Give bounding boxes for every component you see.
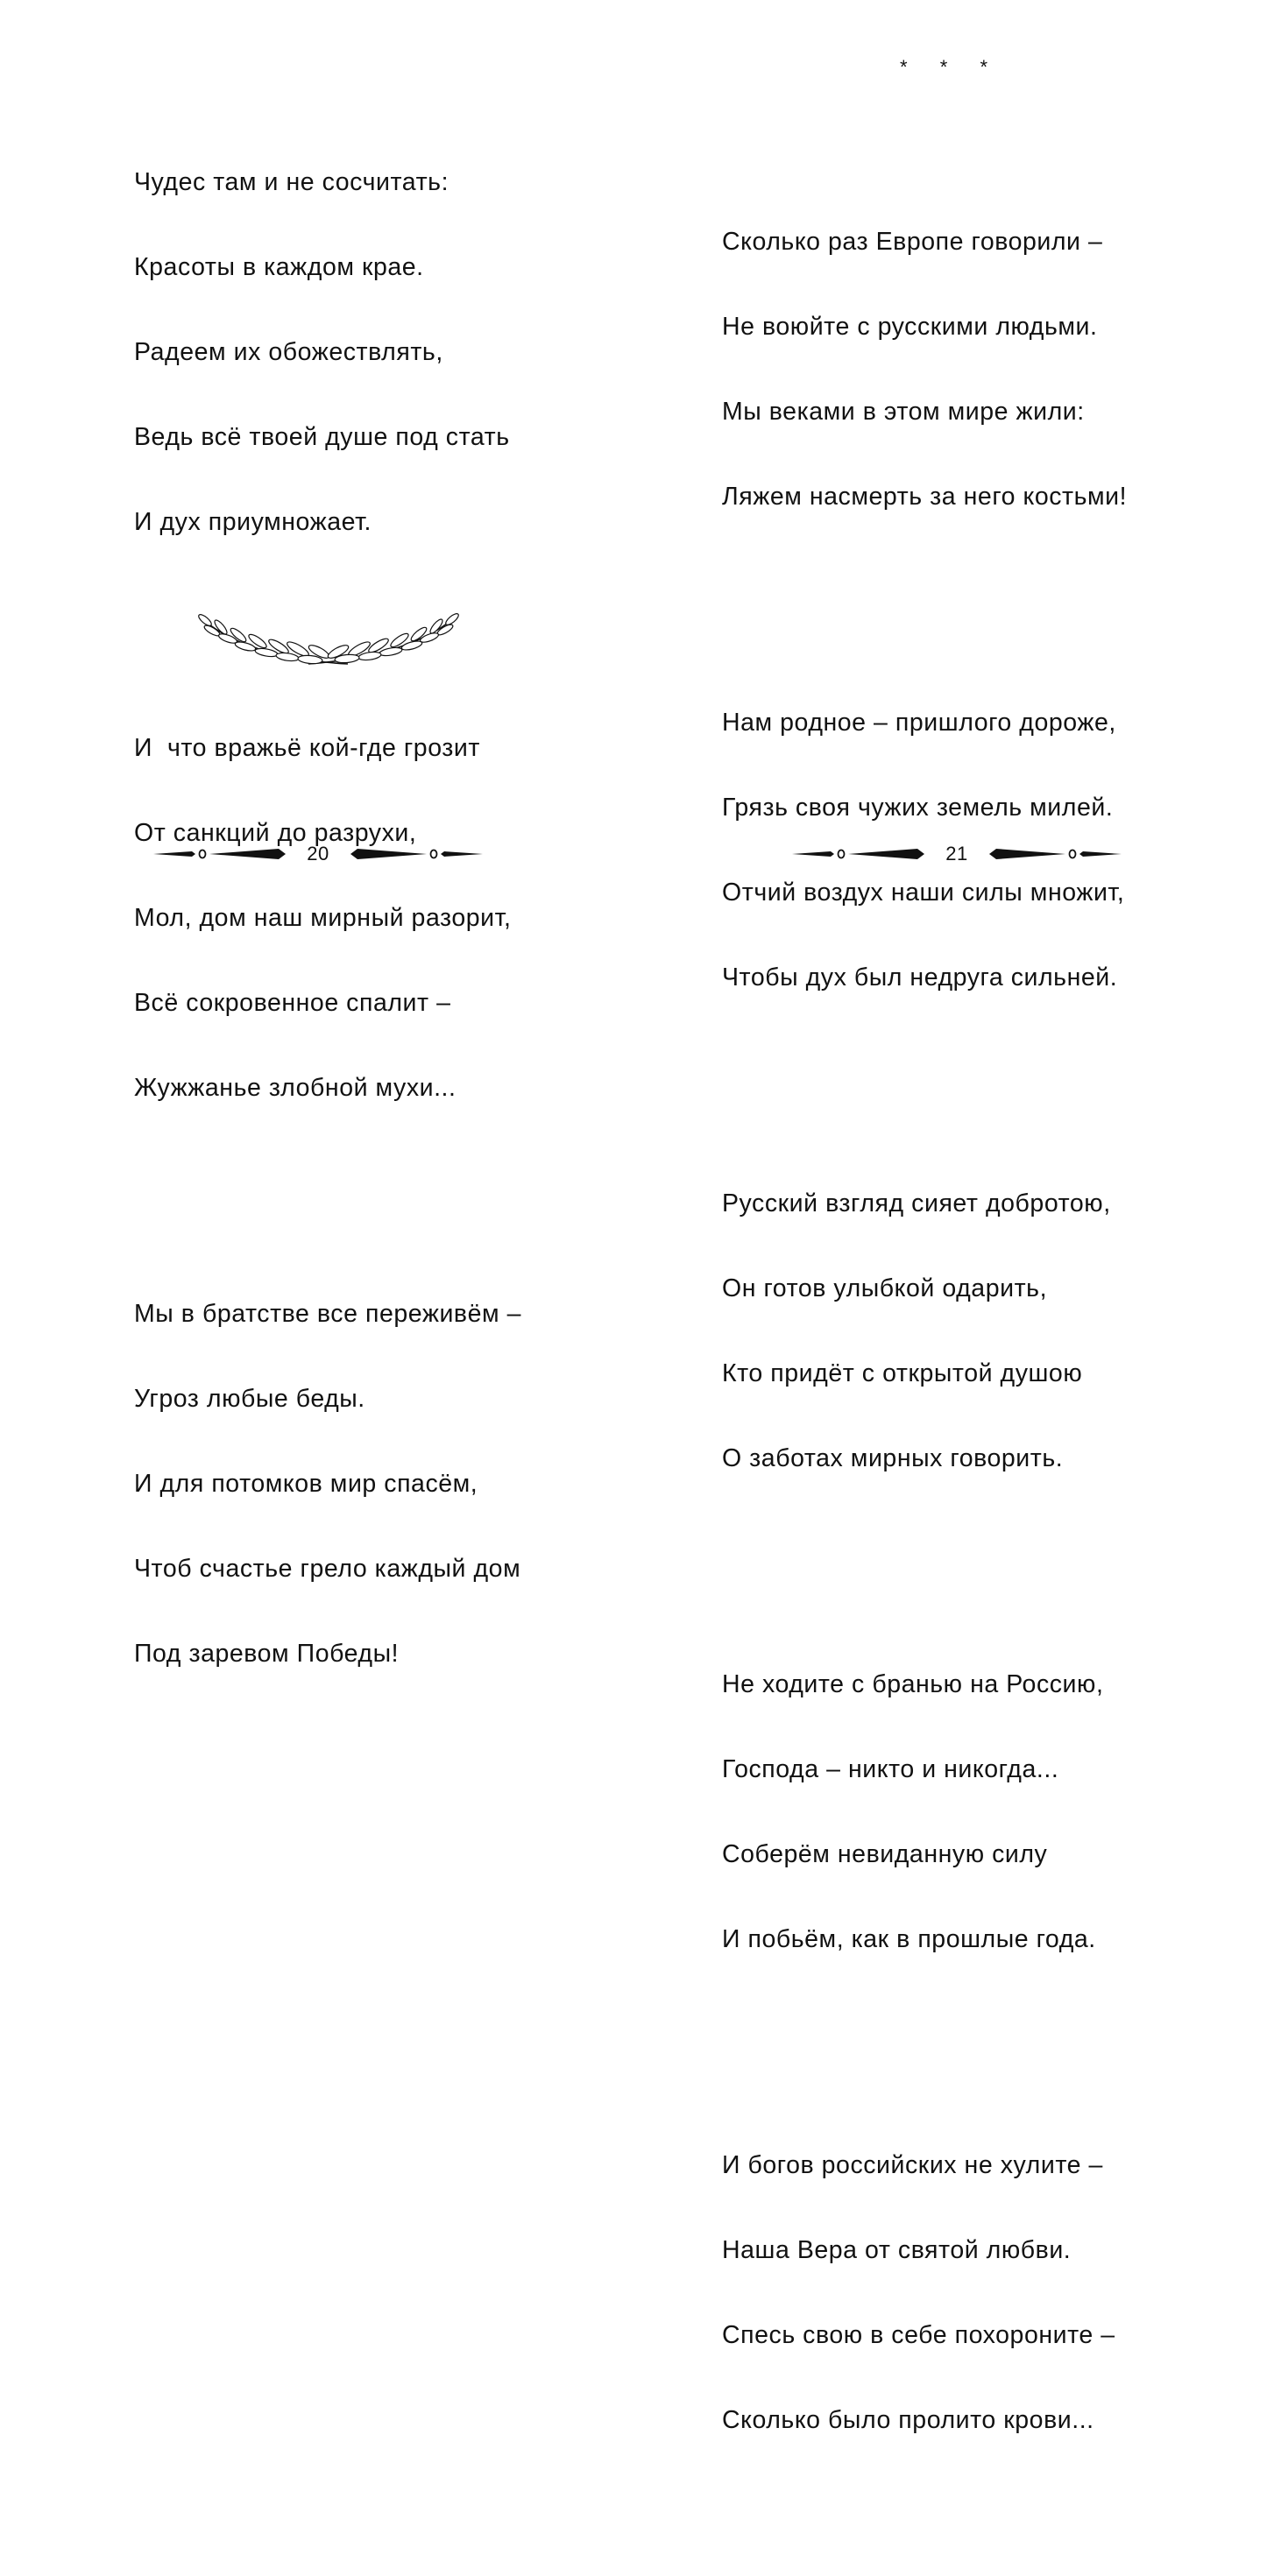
stanza [722, 172, 1127, 568]
poem-line: Под заревом Победы! [134, 1639, 400, 1668]
poem-right [722, 115, 1127, 2576]
right-page [637, 0, 1274, 2435]
stanza [134, 112, 521, 593]
asterisk: * [980, 56, 987, 78]
poem-line: Чтобы дух был недруга сильней. [722, 963, 1118, 992]
poem-line: Жужжанье злобной мухи... [134, 1073, 457, 1102]
poem-line: И что вражьё кой-где грозит [134, 734, 480, 763]
poem-line: Сколько раз Европе говорили – [722, 228, 1103, 257]
poem-line: Ляжем насмерть за него костьми! [722, 482, 1128, 511]
poem-line: Не воюйте с русскими людьми. [722, 313, 1098, 342]
poem-line: Отчий воздух наши силы множит, [722, 879, 1125, 907]
poem-line: Красоты в каждом крае. [134, 253, 424, 282]
section-break [900, 58, 987, 77]
footer-right-ornament-icon [987, 846, 1123, 862]
asterisk: * [939, 56, 948, 78]
footer-left-ornament-icon [790, 846, 926, 862]
poem-line: Угроз любые беды. [134, 1384, 365, 1413]
poem-line: Сколько было пролито крови... [722, 2406, 1094, 2435]
laurel-branches-icon [195, 610, 463, 666]
stanza [722, 2095, 1127, 2491]
footer-left-ornament-icon [152, 846, 287, 862]
poem-line: От санкций до разрухи, [134, 819, 417, 848]
poem-line: Он готов улыбкой одарить, [722, 1274, 1048, 1303]
stanza [134, 1243, 521, 1724]
poem-line: И богов российских не хулите – [722, 2151, 1103, 2180]
poem-line: Мы в братстве все переживём – [134, 1300, 522, 1329]
poem-line: Не ходите с бранью на Россию, [722, 1670, 1104, 1699]
poem-line: И побьём, как в прошлые года. [722, 1925, 1096, 1953]
poem-line: Чтоб счастье грело каждый дом [134, 1554, 521, 1583]
poem-line: И дух приумножает. [134, 507, 372, 536]
page-number: 21 [945, 843, 968, 865]
poem-line: Чудес там и не сосчитать: [134, 168, 449, 197]
poem-line: И для потомков мир спасём, [134, 1469, 478, 1498]
stanza [722, 1133, 1127, 1529]
poem-line: Спесь свою в себе похороните – [722, 2321, 1115, 2350]
poem-line: Мы веками в этом мире жили: [722, 397, 1085, 426]
poem-line: Грязь своя чужих земель милей. [722, 794, 1114, 822]
poem-line: О заботах мирных говорить. [722, 1443, 1064, 1472]
poem-line: Всё сокровенное спалит – [134, 988, 451, 1017]
poem-line: Ведь всё твоей душе под стать [134, 422, 510, 451]
left-page [0, 0, 637, 1668]
footer-right-ornament-icon [349, 846, 485, 862]
poem-line: Мол, дом наш мирный разорит, [134, 903, 512, 932]
asterisk: * [900, 56, 908, 78]
page-number: 20 [307, 843, 329, 865]
page-footer [790, 841, 1123, 867]
poem-left [134, 55, 521, 1809]
poem-line: Радеем их обожествлять, [134, 337, 443, 366]
poem-line: Нам родное – пришлого дороже, [722, 709, 1116, 738]
poem-line: Русский взгляд сияет добротою, [722, 1189, 1111, 1218]
poem-line: Господа – никто и никогда... [722, 1755, 1059, 1784]
poem-line: Наша Вера от святой любви. [722, 2236, 1072, 2265]
page-footer [152, 841, 485, 867]
stanza [722, 1614, 1127, 2010]
poem-line: Кто придёт с открытой душою [722, 1359, 1083, 1388]
poem-line: Соберём невиданную силу [722, 1840, 1048, 1869]
stanza [134, 678, 521, 1159]
